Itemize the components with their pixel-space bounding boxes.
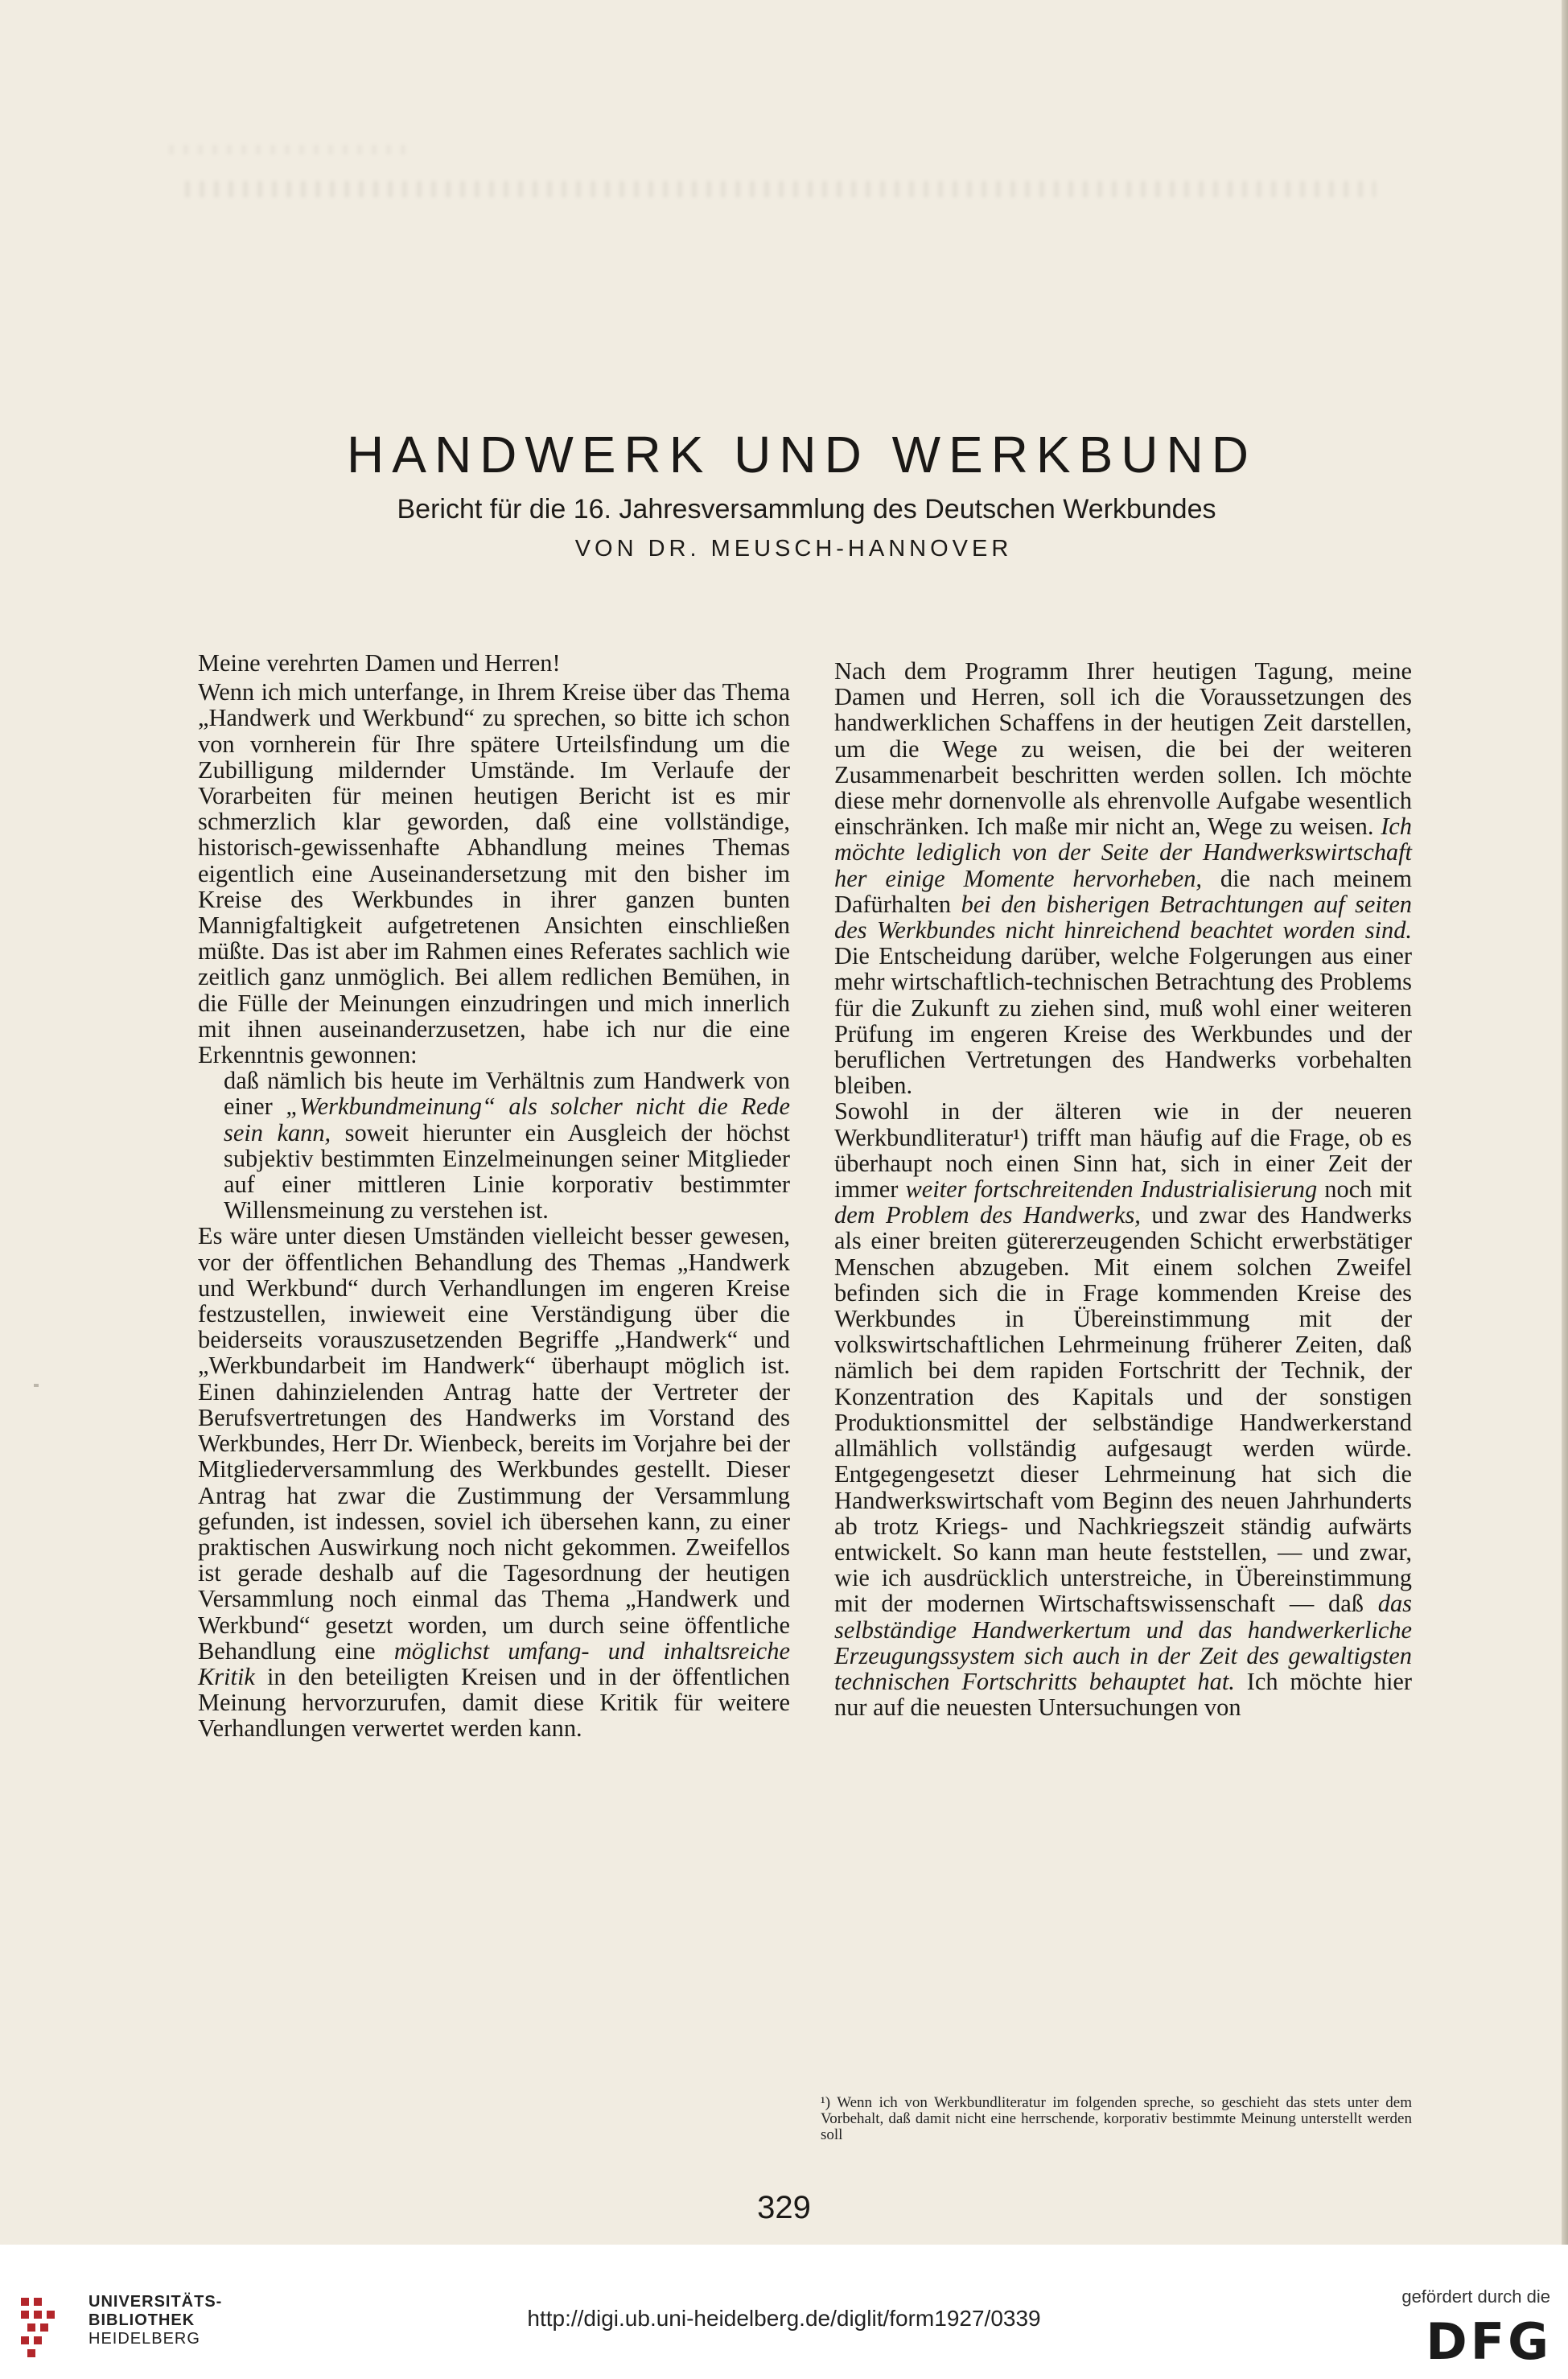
paragraph-text: in den beteiligten Kreisen und in der öffentlichen Meinung hervorzurufen, damit diese Kritik für weitere Verhandlungen verwertet werden kann. xyxy=(198,1662,790,1743)
library-line: BIBLIOTHEK xyxy=(88,2311,195,2329)
margin-mark xyxy=(34,1384,39,1387)
show-through-text xyxy=(169,145,410,154)
emphasis: das selbständige Handwerkertum und das handwerkerliche Erzeugungssystem sich auch in der Zeit des gewaltigsten technischen Fortschritts behauptet hat. xyxy=(834,1590,1412,1695)
emphasis: weiter fortschreitenden Industrialisierung xyxy=(905,1175,1318,1204)
source-url-link[interactable]: http://digi.ub.uni-heidelberg.de/diglit/form1927/0339 xyxy=(527,2306,1041,2331)
paragraph xyxy=(834,658,1412,1098)
paragraph-text: Die Entscheidung darüber, welche Folgerungen aus einer mehr wirtschaftlich-technischen Betrachtung des Problems für die Zukunft zu ziehen sind, muß wohl einer weiteren Prüfung im engeren Kreise des Werkbundes und der beruflichen Vertretungen des Handwerks vorbehalten bleiben. xyxy=(834,942,1412,1100)
quote-text: soweit hierunter ein Ausgleich der höchst subjektiv bestimmten Einzelmeinungen seiner Mitglieder auf einer mittleren Linie korporativ bestimmter Willensmeinung zu verstehen ist. xyxy=(224,1118,790,1224)
paragraph xyxy=(198,1223,790,1741)
paragraph xyxy=(834,1098,1412,1720)
left-column xyxy=(198,650,790,1742)
paragraph-text: noch mit xyxy=(1317,1175,1413,1204)
footnote: ¹) Wenn ich von Werkbundliteratur im folgenden spreche, so geschieht das stets unter dem Vorbehalt, daß damit nicht eine herrschende, korporativ bestimmte Meinung unterstellt werden soll xyxy=(821,2094,1412,2143)
show-through-text xyxy=(185,181,1376,197)
emphasis: Ich möchte lediglich von der Seite der Handwerkswirtschaft her einige Momente hervorheben, xyxy=(834,813,1412,892)
funding-note: gefördert durch die xyxy=(1401,2286,1550,2307)
emphasis: dem Problem des Handwerks, xyxy=(834,1201,1141,1229)
indented-quote xyxy=(224,1068,790,1223)
library-line: UNIVERSITÄTS- xyxy=(88,2293,223,2311)
quote-emphasis: „Werkbundmeinung“ als solcher nicht die Rede sein kann, xyxy=(224,1093,790,1146)
emphasis: bei den bisherigen Betrachtungen auf seiten des Werkbundes nicht hinreichend beachtet worden sind. xyxy=(834,890,1412,945)
library-line: HEIDELBERG xyxy=(88,2330,200,2348)
salutation: Meine verehrten Damen und Herren! xyxy=(198,649,561,677)
article-author: VON DR. MEUSCH-HANNOVER xyxy=(574,536,1013,562)
paragraph: Wenn ich mich unterfange, in Ihrem Kreise über das Thema „Handwerk und Werkbund“ zu sprechen, so bitte ich schon von vornherein für Ihre spätere Urteilsfindung um die Zubilligung mildernder Umstände. Im Verlaufe der Vorarbeiten für meinen heutigen Bericht ist es mir schmerzlich klar geworden, daß eine vollständige, historisch-gewissenhafte Abhandlung meines Themas eigentlich eine Auseinandersetzung mit den bisher im Kreise des Werkbundes in ihrer ganzen bunten Mannigfaltigkeit aufgetretenen Ansichten einschließen müßte. Das ist aber im Rahmen eines Referates sachlich wie zeitlich ganz unmöglich. Bei allem redlichen Bemühen, in die Fülle der Meinungen einzudringen und mich innerlich mit ihnen auseinanderzusetzen, habe ich nur die eine Erkenntnis gewonnen: xyxy=(198,678,790,1069)
article-title: HANDWERK UND WERKBUND xyxy=(347,426,1257,484)
article-subtitle: Bericht für die 16. Jahresversammlung des Deutschen Werkbundes xyxy=(397,494,1216,525)
paragraph-text: Es wäre unter diesen Umständen vielleicht besser gewesen, vor der öffentlichen Behandlung des Themas „Handwerk und Werkbund“ durch Verhandlungen im engeren Kreise festzustellen, inwieweit eine Verständigung über die beiderseits vorauszusetzenden Begriffe „Handwerk“ und „Werkbundarbeit im Handwerk“ überhaupt möglich ist. Einen dahinzielenden Antrag hatte der Vertreter der Berufsvertretungen des Handwerks im Vorstand des Werkbundes, Herr Dr. Wienbeck, bereits im Vorjahre bei der Mitgliederversammlung des Werkbundes gestellt. Dieser Antrag hat zwar die Zustimmung der Versammlung gefunden, ist indessen, soviel ich übersehen kann, zu einer praktischen Auswirkung noch nicht gekommen. Zweifellos ist gerade deshalb auf die Tagesordnung der heutigen Versammlung noch einmal das Thema „Handwerk und Werkbund“ gesetzt worden, um durch seine öffentliche Behandlung eine xyxy=(198,1222,790,1665)
emphasis: möglichst umfang- und inhaltsreiche Kritik xyxy=(198,1636,790,1690)
quote-text: daß nämlich bis heute im Verhältnis zum Handwerk von einer xyxy=(224,1067,790,1121)
paragraph-text: Sowohl in der älteren wie in der neueren Werkbundliteratur¹) trifft man häufig auf die Frage, ob es überhaupt noch einen Sinn hat, sich in einer Zeit der immer xyxy=(834,1097,1412,1204)
digitization-footer xyxy=(0,2245,1568,2379)
paragraph-text: und zwar des Handwerks als einer breiten gütererzeugenden Schicht erwerbstätiger Menschen abzugeben. Mit einem solchen Zweifel befinden sich die in Frage kommenden Kreise des Werkbundes in Übereinstimmung mit der volkswirtschaftlichen Lehrmeinung früherer Zeiten, daß nämlich bei dem rapiden Fortschritt der Technik, der Konzentration des Kapitals und der sonstigen Produktionsmittel der selbständige Handwerkerstand allmählich vollständig aufgesaugt werden würde. Entgegengesetzt dieser Lehrmeinung hat sich die Handwerkswirtschaft vom Beginn des neuen Jahrhunderts ab trotz Kriegs- und Nachkriegszeit ständig aufwärts entwickelt. So kann man heute feststellen, — und zwar, wie ich ausdrücklich unterstreiche, in Übereinstimmung mit der modernen Wirtschaftswissenschaft — daß xyxy=(834,1201,1412,1618)
dfg-logo[interactable]: DFG xyxy=(1426,2312,1552,2371)
paragraph-text: Nach dem Programm Ihrer heutigen Tagung, meine Damen und Herren, soll ich die Voraussetzungen des handwerklichen Schaffens in der heutigen Zeit darstellen, um die Wege zu weisen, die bei der weiteren Zusammenarbeit beschritten werden sollen. Ich möchte diese mehr dornenvolle als ehrenvolle Aufgabe wesentlich einschränken. Ich maße mir nicht an, Wege zu weisen. xyxy=(834,657,1412,841)
page-number: 329 xyxy=(757,2190,811,2225)
paragraph-text: Ich möchte hier nur auf die neuesten Untersuchungen von xyxy=(834,1667,1412,1722)
paragraph-text: die nach meinem Dafürhalten xyxy=(834,864,1412,918)
right-column xyxy=(834,658,1412,1720)
